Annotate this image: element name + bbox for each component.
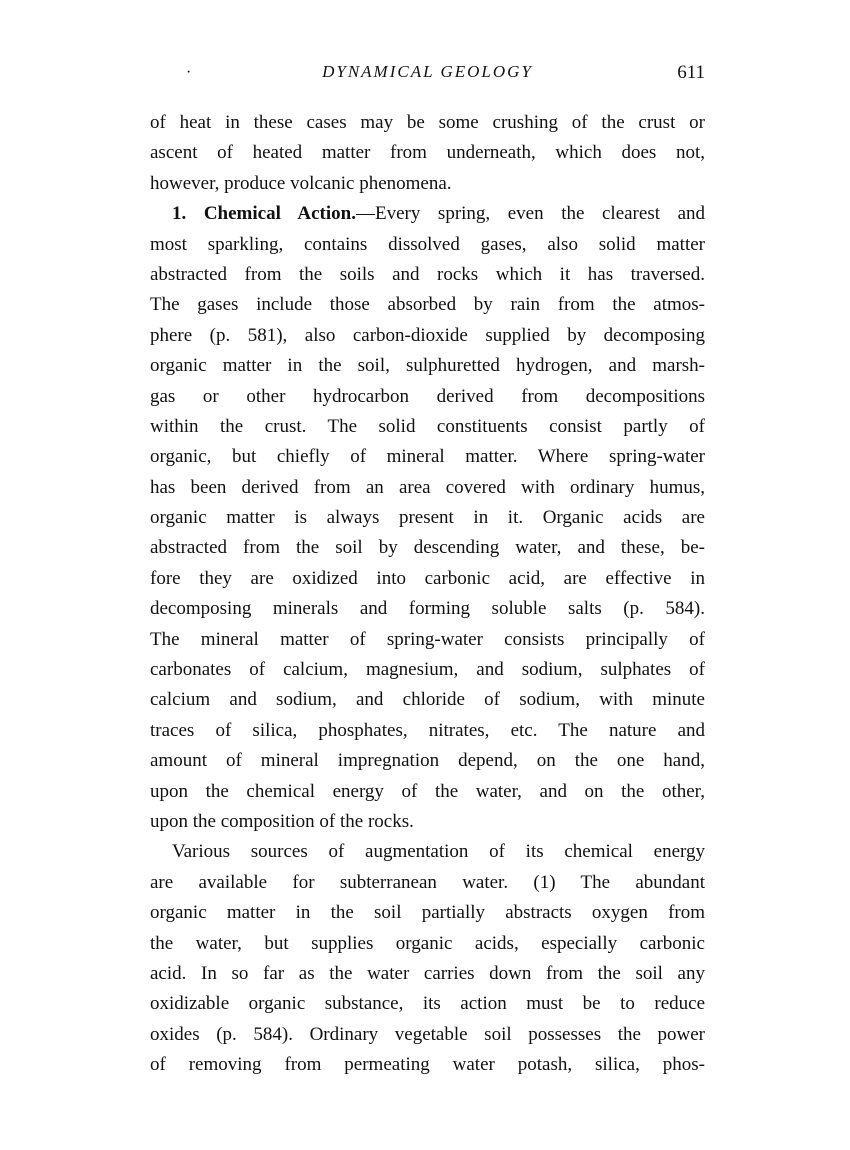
text-line: fore they are oxidized into carbonic acid, are effective in: [150, 567, 705, 589]
text-line: traces of silica, phosphates, nitrates, etc. The nature and: [150, 719, 705, 741]
text-line: The gases include those absorbed by rain from the atmos-: [150, 294, 705, 316]
text-line: of heat in these cases may be some crushing of the crust or: [150, 112, 705, 133]
text-line: calcium and sodium, and chloride of sodium, with minute: [150, 689, 705, 711]
text-line: within the crust. The solid constituents consist partly of: [150, 415, 705, 437]
text-line: Various sources of augmentation of its chemical energy: [172, 841, 705, 863]
text-line: organic matter in the soil, sulphuretted hydrogen, and marsh-: [150, 355, 705, 377]
body-text: [150, 108, 705, 1081]
text-line: ascent of heated matter from underneath, which does not,: [150, 142, 705, 164]
text-line: organic matter in the soil partially abstracts oxygen from: [150, 902, 705, 924]
text-line: phere (p. 581), also carbon-dioxide supplied by decomposing: [150, 324, 705, 346]
text-line: abstracted from the soils and rocks which it has traversed.: [150, 263, 705, 285]
text-line: decomposing minerals and forming soluble salts (p. 584).: [150, 598, 705, 620]
section-heading: 1. Chemical Action.: [172, 203, 356, 225]
text-line: The mineral matter of spring-water consists principally of: [150, 628, 705, 650]
text-line: most sparkling, contains dissolved gases, also solid matter: [150, 233, 705, 255]
running-title: DYNAMICAL GEOLOGY: [322, 62, 533, 81]
text-line: gas or other hydrocarbon derived from decompositions: [150, 385, 705, 407]
text-line: upon the composition of the rocks.: [150, 810, 414, 832]
text-line: carbonates of calcium, magnesium, and sodium, sulphates of: [150, 659, 705, 681]
text-run: —Every spring, even the clearest and: [355, 203, 706, 225]
text-line: [150, 199, 705, 229]
text-line: amount of mineral impregnation depend, on the one hand,: [150, 750, 705, 772]
text-line: organic matter is always present in it. Organic acids are: [150, 507, 705, 529]
text-line: oxidizable organic substance, its action must be to reduce: [150, 993, 705, 1015]
text-line: abstracted from the soil by descending water, and these, be-: [150, 537, 705, 559]
text-line: are available for subterranean water. (1) The abundant: [150, 871, 705, 893]
text-line: organic, but chiefly of mineral matter. Where spring-water: [150, 446, 705, 468]
text-line: acid. In so far as the water carries down from the soil any: [150, 962, 705, 984]
header-dot: ·: [186, 64, 192, 81]
page-number: 611: [677, 62, 705, 83]
text-line: the water, but supplies organic acids, especially carbonic: [150, 932, 705, 954]
text-line: oxides (p. 584). Ordinary vegetable soil possesses the power: [150, 1023, 705, 1045]
text-line: however, produce volcanic phenomena.: [150, 172, 452, 194]
text-line: of removing from permeating water potash, silica, phos-: [150, 1054, 705, 1076]
text-line: has been derived from an area covered with ordinary humus,: [150, 476, 705, 498]
running-head: [150, 62, 705, 86]
text-line: upon the chemical energy of the water, and on the other,: [150, 780, 705, 802]
